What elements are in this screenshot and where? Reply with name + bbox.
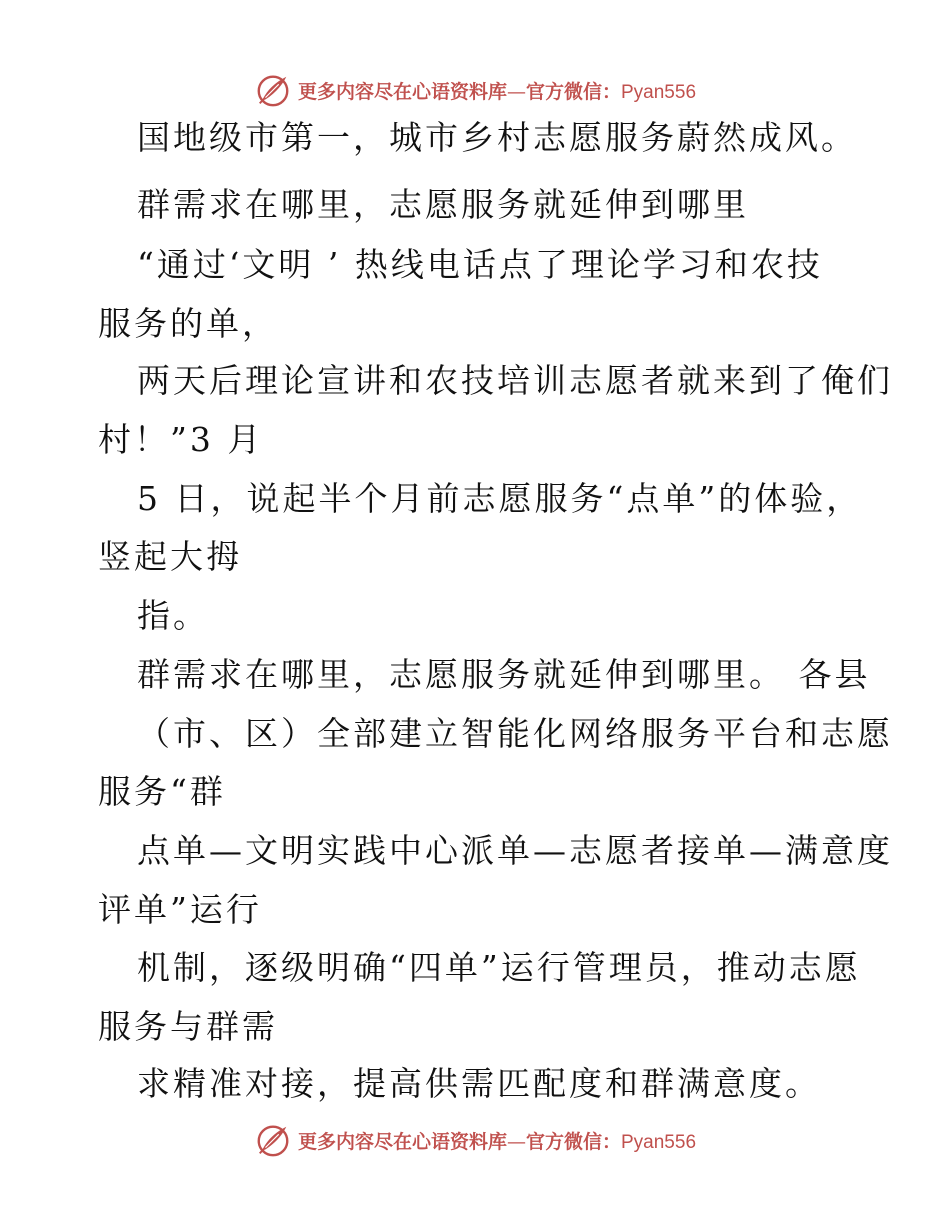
body-line: 机制，逐级明确“四单”运行管理员，推动志愿 [137, 948, 861, 987]
body-line: 群需求在哪里，志愿服务就延伸到哪里 [137, 185, 749, 224]
body-line: （市、区）全部建立智能化网络服务平台和志愿 [137, 714, 893, 753]
header-banner [0, 70, 950, 110]
banner-account-id: Pyan556 [621, 81, 697, 103]
banner-text [298, 77, 696, 104]
body-line: 指。 [137, 596, 209, 635]
banner-separator: — [506, 1130, 526, 1153]
banner-text [298, 1127, 696, 1154]
body-line: 群需求在哪里，志愿服务就延伸到哪里。 各县 [137, 655, 871, 694]
body-line: 竖起大拇 [98, 537, 242, 576]
body-line: 点单—文明实践中心派单—志愿者接单—满意度 [137, 831, 893, 870]
body-line: “通过‘文明 ’ 热线电话点了理论学习和农技 [137, 245, 823, 284]
body-line: 服务与群需 [98, 1007, 278, 1046]
quill-pen-icon [254, 1121, 292, 1159]
body-line: 村！”3 月 [98, 420, 264, 459]
body-line: 求精准对接，提高供需匹配度和群满意度。 [137, 1064, 821, 1103]
banner-separator: — [506, 80, 526, 103]
body-line: 服务的单， [98, 304, 278, 343]
banner-title: 更多内容尽在心语资料库 [297, 80, 507, 103]
body-line: 5 日，说起半个月前志愿服务“点单”的体验， [137, 479, 863, 518]
banner-account-label: 官方微信： [525, 80, 621, 103]
banner-title: 更多内容尽在心语资料库 [297, 1130, 507, 1153]
body-line: 国地级市第一，城市乡村志愿服务蔚然成风。 [137, 118, 857, 157]
banner-account-label: 官方微信： [525, 1130, 621, 1153]
body-line: 服务“群 [98, 772, 226, 811]
quill-pen-icon [254, 71, 292, 109]
footer-banner [0, 1120, 950, 1160]
body-line: 两天后理论宣讲和农技培训志愿者就来到了俺们 [137, 361, 893, 400]
body-line: 评单”运行 [98, 890, 262, 929]
banner-account-id: Pyan556 [621, 1131, 697, 1153]
